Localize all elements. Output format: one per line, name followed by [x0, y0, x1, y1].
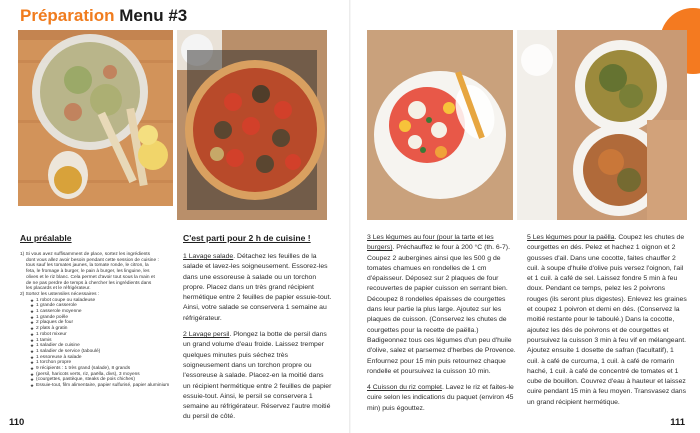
list-item: ★ Essuie-tout, film alimentaire, papier sulfurisé, papier aluminium	[30, 383, 170, 389]
list-item-continued: ★ (persil, haricots verts, riz, paëlla, divs), 3 moyens	[30, 372, 170, 378]
list-item: ★ 1 saladier de cuisine	[30, 343, 170, 349]
step-5-text: . Coupez les chutes de courgettes en dés. Pelez et hachez 1 oignon et 2 gousses d'ail. Dans une cocotte, faites chauffer 2 cuil. à soupe d'huile d'olive puis versez l'oignon, l'ail et 1 cuil. à café de sel. Laissez fondre 5 min à feu doux. Pendant ce temps, pelez les 2 poivrons rouges (ils seront plus digestes). Enlevez les graines et coupez 1 poivron et demi en dés. (Conservez la moitié restante pour le taboulé.) Dans la cocotte, ajoutez les dés de poivrons et de courgettes et poursuivez la cuisson 3 min à feu vif en mélangeant. Ajoutez ensuite 1 dosette de safran (facultatif), 1 cuil. à café de curcuma, 1 cuil. à café de romarin haché, 1 cuil. à café de concentré de tomates et 1 cube de bouillon. Couvrez d'eau à hauteur et laissez cuire pendant 15 min à feu moyen. Transvasez dans un grand récipient hermétique.	[527, 234, 687, 406]
column-steps-3-4	[367, 233, 517, 420]
list-item-continued: ★ (courgettes, pastèque, steaks de pois chiches)	[30, 377, 170, 383]
list-item: ★ 1 torchon propre	[30, 360, 170, 366]
list-item: ★ 1 casserole moyenne	[30, 309, 170, 315]
step-2-title: 2 Lavage persil	[183, 331, 230, 339]
step-3-text: . Préchauffez le four à 200 °C (th. 6-7). Coupez 2 aubergines ainsi que les 500 g de tomates chamues en rondelles de 1 cm d'épaisseur. Déposez sur 2 plaques de four recouvertes de papier cuisson en serrant bien. Découpez 8 rondelles épaisses de courgettes dans leur partie la plus large. Ajoutez sur les plaques de cuisson. (Conservez les chutes de courgettes pour la recette de paëlla.) Badigeonnez tous ces légumes d'un peu d'huile d'olive, salez et parsemez d'herbes de Provence. Enfournez pour 15 min puis retournez chaque rondelle et poursuivez la cuisson 10 min.	[367, 244, 516, 375]
page-title	[20, 6, 187, 26]
step-4-title: 4 Cuisson du riz complet	[367, 384, 442, 392]
column-preliminaries	[20, 233, 170, 389]
preliminaries-intro	[20, 252, 170, 298]
utensil-list	[20, 298, 170, 389]
step-1-paragraph	[183, 252, 333, 324]
intro-line: 1) Si vous avez suffisamment de place, sortez les ingrédients	[20, 252, 151, 257]
intro-line: feta, le fromage à burger, le pain à burger, les linguine, les	[26, 269, 150, 275]
step-2-paragraph	[183, 330, 333, 423]
intro-line: de ne pas perdre de temps à chercher les ingrédients dans	[26, 280, 152, 286]
list-item: ★ 1 robot mixeur	[30, 332, 170, 338]
list-item: ★ 1 tamis	[30, 338, 170, 344]
step-1-title: 1 Lavage salade	[183, 253, 234, 260]
list-item: ★ 9 récipients : 1 très grand (salade), 8 grands	[30, 366, 170, 372]
photo-linguine-bowls	[517, 30, 687, 220]
step-4-text: . Lavez le riz et faites-le cuire selon les indications du paquet (environ 45 min) puis égouttez.	[367, 384, 514, 412]
page-number-right: 111	[670, 417, 685, 428]
step-4-paragraph	[367, 383, 517, 414]
intro-line: tous sauf les tomates jaunes, la tomate ronde, le citron, la	[26, 263, 149, 269]
list-item: ★ 2 plats à gratin	[30, 326, 170, 332]
list-item: ★ 1 grande casserole	[30, 303, 170, 309]
list-item: ★ 1 essoreuse à salade	[30, 355, 170, 361]
list-item: ★ 1 robot coupe ou saladeuse	[30, 298, 170, 304]
intro-line: les placards et le réfrigérateur.	[26, 286, 91, 292]
photo-watermelon-salad	[367, 30, 513, 220]
list-item: ★ 1 saladier de service (taboulé)	[30, 349, 170, 355]
photo-tabbouleh	[18, 30, 173, 220]
column-step-5	[527, 233, 687, 414]
step-2-text: . Plongez la botte de persil dans un grand volume d'eau froide. Laissez tremper quelques minutes puis séchez très soigneusement dans un torchon propre ou l'essoreuse à salade. Placez-en la moitié dans un récipient hermétique entre 2 feuilles de papier essuie-tout. Ainsi, le persil se conservera 1 semaine au réfrigérateur. Réservez l'autre moitié du persil de côté.	[183, 331, 332, 421]
heading-preliminaries: Au préalable	[20, 233, 72, 243]
step-3-paragraph	[367, 233, 517, 377]
step-5-title: 5 Les légumes pour la paëlla	[527, 234, 615, 241]
title-accent-word: Préparation	[20, 6, 115, 25]
step-3-title: 3 Les légumes au four (pour la tarte et les burgers)	[367, 234, 494, 252]
intro-line: olives et le riz blanc. Cela permet d'avoir tout sous la main et	[26, 274, 155, 280]
photo-vegetable-tart	[177, 30, 327, 220]
page-gutter	[349, 0, 351, 433]
title-menu-word: Menu #3	[119, 6, 188, 25]
step-1-text: . Détachez les feuilles de la salade et lavez-les soigneusement. Essorez-les dans une essoreuse à salade ou un torchon propre. Placez dans un très grand récipient hermétique entre 2 feuilles de papier essuie-tout. Ainsi, votre salade se conservera 1 semaine au réfrigérateur.	[183, 253, 332, 322]
intro-line: 2) Sortez les ustensiles nécessaires :	[20, 291, 100, 297]
list-item: ★ 2 plaques de four	[30, 320, 170, 326]
intro-line: dont vous allez avoir besoin pendant cette session de cuisine :	[26, 257, 159, 263]
step-5-paragraph	[527, 233, 687, 408]
column-lets-go	[183, 233, 333, 429]
page-number-left: 110	[9, 417, 25, 428]
heading-lets-go: C'est parti pour 2 h de cuisine !	[183, 233, 311, 243]
list-item: ★ 1 grande poêle	[30, 315, 170, 321]
